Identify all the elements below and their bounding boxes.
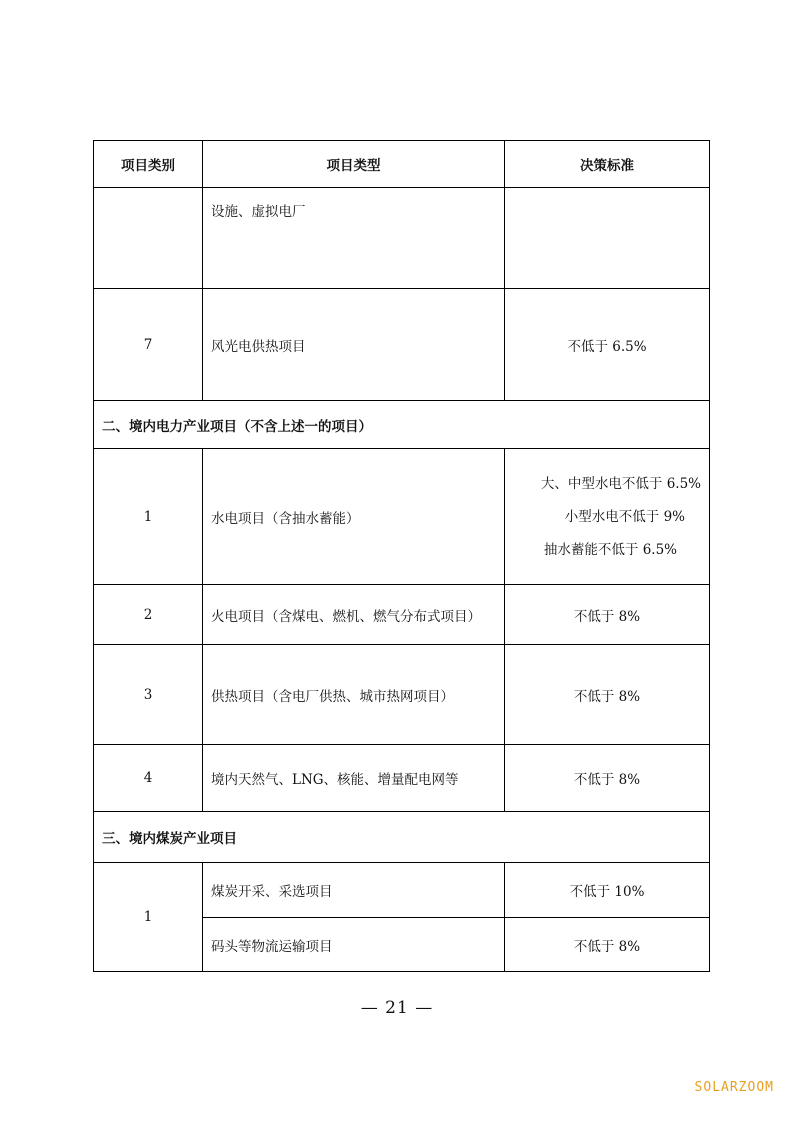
header-standard: 决策标准 [505, 141, 710, 188]
row-type: 供热项目（含电厂供热、城市热网项目） [203, 645, 505, 745]
row-standard: 不低于 8% [505, 645, 710, 745]
section-title: 二、境内电力产业项目（不含上述一的项目） [94, 401, 710, 449]
row-standard [505, 188, 710, 289]
row-standards [505, 449, 710, 585]
row-type: 煤炭开采、采选项目 [203, 863, 505, 918]
row-standard: 不低于 8% [505, 745, 710, 812]
row-category: 2 [94, 585, 203, 645]
row-standard: 不低于 8% [505, 585, 710, 645]
row-standard: 不低于 10% [505, 863, 710, 918]
row-standard: 不低于 6.5% [505, 289, 710, 401]
page-number: — 21 — [360, 998, 434, 1018]
row-standard: 不低于 8% [505, 918, 710, 972]
row-type: 火电项目（含煤电、燃机、燃气分布式项目） [203, 585, 505, 645]
section-row [94, 812, 710, 863]
row-type: 风光电供热项目 [203, 289, 505, 401]
row-category: 1 [94, 449, 203, 585]
header-type: 项目类型 [203, 141, 505, 188]
table-row [94, 289, 710, 401]
section-row [94, 401, 710, 449]
standard-line: 小型水电不低于 9% [564, 508, 685, 525]
header-category: 项目类别 [94, 141, 203, 188]
table-row [94, 188, 710, 289]
row-type: 水电项目（含抽水蓄能） [203, 449, 505, 585]
row-type: 设施、虚拟电厂 [203, 188, 505, 289]
row-category: 1 [94, 863, 203, 972]
row-type: 码头等物流运输项目 [203, 918, 505, 972]
standard-line: 抽水蓄能不低于 6.5% [543, 541, 677, 558]
row-category: 7 [94, 289, 203, 401]
row-category: 3 [94, 645, 203, 745]
row-type: 境内天然气、LNG、核能、增量配电网等 [203, 745, 505, 812]
table-row [94, 863, 710, 918]
table-row [94, 645, 710, 745]
table-header-row [94, 141, 710, 188]
standard-line: 大、中型水电不低于 6.5% [540, 475, 701, 492]
row-category [94, 188, 203, 289]
decision-standards-table [93, 140, 710, 972]
table-row [94, 585, 710, 645]
table-row [94, 449, 710, 585]
section-title: 三、境内煤炭产业项目 [94, 812, 710, 863]
watermark-logo: SOLARZOOM [694, 1080, 774, 1095]
table-row [94, 745, 710, 812]
row-category: 4 [94, 745, 203, 812]
